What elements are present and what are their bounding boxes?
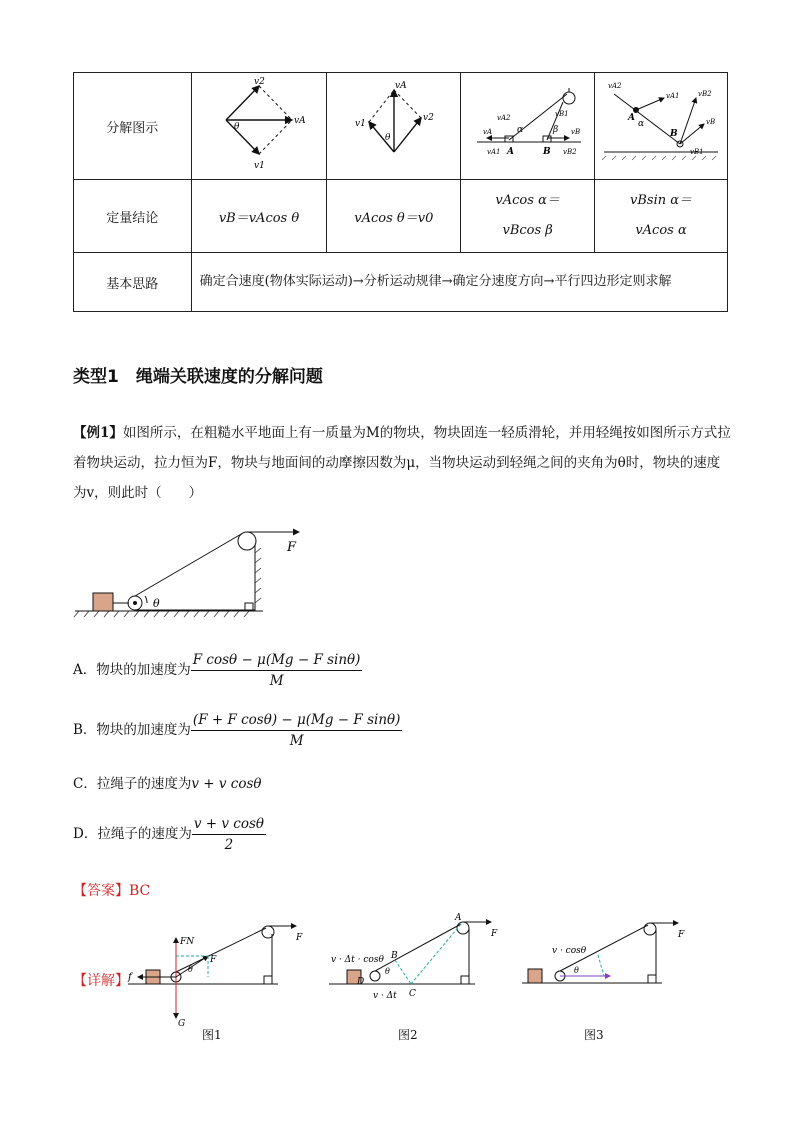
svg-text:vA: vA — [294, 116, 306, 126]
svg-text:vB1: vB1 — [690, 148, 704, 156]
example-tag: 【例1】 — [73, 425, 123, 441]
svg-text:D: D — [357, 977, 365, 987]
svg-text:vB2: vB2 — [698, 90, 712, 98]
conclusion-3-line1: vAcos α＝ — [495, 193, 560, 208]
example-text: 如图所示，在粗糙水平地面上有一质量为M的物块，物块固连一轻质滑轮，并用轻绳按如图所示方式拉着物块运动，拉力恒为F，物块与地面间的动摩擦因数为μ，当物块运动到轻绳之间的夹角为θ时，物块的速度为v，则此时（ ） — [73, 425, 731, 501]
svg-text:vB: vB — [570, 128, 580, 136]
svg-text:FN: FN — [180, 937, 195, 947]
svg-text:vA2: vA2 — [496, 114, 511, 122]
section-heading: 类型1 绳端关联速度的分解问题 — [73, 367, 323, 387]
svg-text:A: A — [506, 147, 514, 157]
svg-text:vA1: vA1 — [486, 148, 501, 156]
detail-figure-3 — [512, 915, 692, 1000]
option-d — [73, 816, 266, 853]
example-paragraph — [73, 418, 733, 508]
svg-text:α: α — [638, 119, 645, 129]
svg-text:G: G — [178, 1019, 186, 1029]
approach-text: 确定合速度(物体实际运动)→分析运动规律→确定分速度方向→平行四边形定则求解 — [191, 253, 727, 312]
detail-figure-1 — [118, 920, 308, 1030]
conclusion-4 — [595, 180, 728, 253]
svg-text:B: B — [670, 129, 678, 139]
option-a-fraction — [191, 652, 363, 689]
svg-text:v2: v2 — [254, 77, 265, 87]
detail-figure-2 — [325, 912, 505, 1007]
svg-text:θ: θ — [188, 965, 193, 974]
diagram-2-svg — [329, 74, 459, 174]
svg-text:θ: θ — [234, 122, 240, 132]
option-c-label: C．拉绳子的速度为 — [73, 776, 192, 792]
diagram-3-svg — [463, 74, 593, 174]
conclusion-1: vB＝vAcos θ — [191, 180, 327, 253]
option-b-label: B．物块的加速度为 — [73, 722, 191, 738]
svg-text:θ: θ — [385, 967, 390, 976]
option-b-fraction — [191, 712, 402, 749]
svg-text:β: β — [552, 125, 558, 135]
svg-text:v · cosθ: v · cosθ — [552, 946, 587, 956]
svg-text:F: F — [210, 955, 217, 965]
svg-text:vA: vA — [394, 81, 407, 91]
svg-text:v1: v1 — [254, 161, 265, 171]
svg-text:vB1: vB1 — [554, 110, 569, 118]
option-b-denominator: M — [289, 733, 304, 749]
option-d-label: D．拉绳子的速度为 — [73, 826, 192, 842]
option-d-denominator: 2 — [224, 837, 234, 853]
force-label: F — [287, 540, 297, 555]
svg-text:v2: v2 — [422, 113, 434, 123]
detail-tag: 【详解】 — [73, 973, 129, 989]
option-d-numerator: v + v cosθ — [192, 816, 266, 835]
row-label-diagram: 分解图示 — [74, 73, 192, 180]
svg-text:θ: θ — [574, 966, 579, 975]
svg-text:B: B — [391, 951, 398, 961]
diagram-3 — [461, 73, 595, 180]
svg-text:v1: v1 — [354, 119, 366, 129]
svg-text:C: C — [409, 989, 416, 999]
caption-fig1: 图1 — [202, 1028, 222, 1042]
option-a-denominator: M — [269, 673, 284, 689]
svg-text:θ: θ — [384, 133, 391, 143]
svg-text:A: A — [455, 913, 462, 923]
conclusion-2: vAcos θ＝v0 — [327, 180, 461, 253]
summary-table — [73, 72, 728, 312]
option-a — [73, 652, 362, 689]
svg-text:F: F — [678, 930, 685, 940]
svg-text:A: A — [628, 113, 636, 123]
option-d-fraction — [192, 816, 266, 853]
diagram-1 — [191, 73, 327, 180]
svg-text:v · Δt · cosθ: v · Δt · cosθ — [331, 955, 384, 965]
svg-text:v · Δt: v · Δt — [373, 991, 397, 1001]
svg-text:vA1: vA1 — [666, 92, 680, 100]
svg-text:vB2: vB2 — [562, 148, 577, 156]
main-figure — [73, 527, 313, 622]
svg-text:θ: θ — [153, 597, 160, 610]
svg-text:f: f — [128, 972, 132, 983]
caption-fig3: 图3 — [584, 1028, 604, 1042]
diagram-1-svg — [194, 74, 324, 174]
svg-text:α: α — [516, 125, 523, 135]
row-label-approach: 基本思路 — [74, 253, 192, 312]
option-b — [73, 712, 402, 749]
svg-text:vA: vA — [482, 128, 492, 136]
option-a-numerator: F cosθ − μ(Mg − F sinθ) — [191, 652, 363, 671]
diagram-2 — [327, 73, 461, 180]
row-label-conclusion: 定量结论 — [74, 180, 192, 253]
option-c — [73, 772, 262, 792]
conclusion-4-line1: vBsin α＝ — [630, 193, 693, 208]
svg-text:B: B — [542, 147, 551, 157]
svg-text:vA2: vA2 — [608, 82, 622, 90]
diagram-4 — [595, 73, 728, 180]
svg-text:F: F — [296, 933, 303, 943]
option-b-numerator: (F + F cosθ) − μ(Mg − F sinθ) — [191, 712, 402, 731]
option-a-label: A．物块的加速度为 — [73, 662, 191, 678]
conclusion-3 — [461, 180, 595, 253]
answer: 【答案】BC — [73, 883, 151, 899]
diagram-4-svg — [596, 74, 726, 174]
option-c-expr: v + v cosθ — [191, 776, 262, 792]
conclusion-3-line2: vBcos β — [502, 223, 553, 238]
svg-text:vB: vB — [706, 118, 716, 126]
caption-fig2: 图2 — [398, 1028, 418, 1042]
conclusion-4-line2: vAcos α — [635, 223, 687, 238]
svg-text:F: F — [491, 929, 498, 939]
